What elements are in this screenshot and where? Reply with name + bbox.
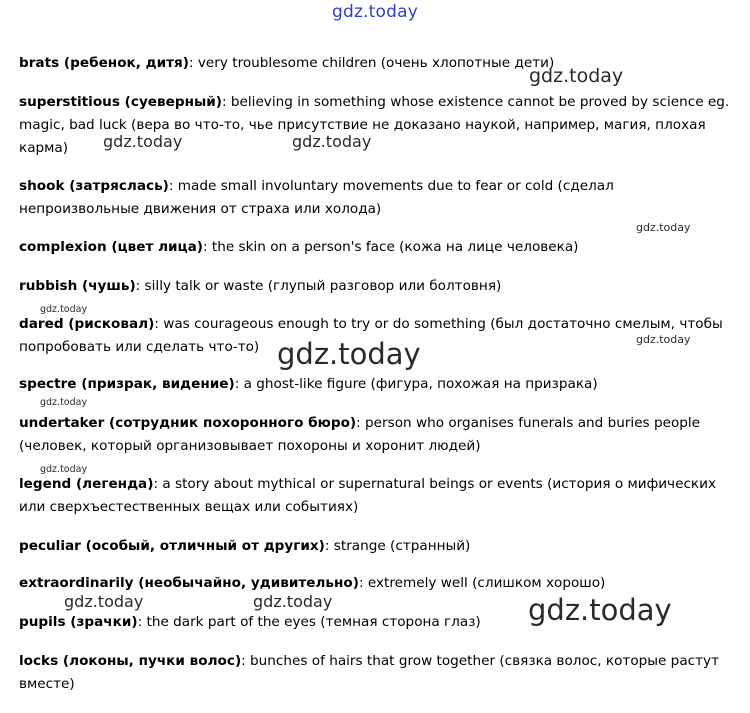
entry-term: pupils (зрачки) <box>19 614 138 630</box>
watermark: gdz.today <box>253 592 333 611</box>
entry-definition: : strange (странный) <box>324 538 471 554</box>
entry-definition: : very troublesome children (очень хлопотные дети) <box>188 55 555 71</box>
vocab-entry-rubbish <box>19 275 731 298</box>
entry-term: extraordinarily (необычайно, удивительно) <box>19 575 359 591</box>
entry-term: brats (ребенок, дитя) <box>19 55 189 71</box>
watermark: gdz.today <box>40 464 88 475</box>
vocab-entry-legend <box>19 473 731 519</box>
watermark: gdz.today <box>636 221 691 234</box>
watermark: gdz.today <box>636 333 691 346</box>
entry-term: locks (локоны, пучки волос) <box>19 653 242 669</box>
watermark: gdz.today <box>528 593 672 627</box>
entry-term: shook (затряслась) <box>19 178 169 194</box>
vocab-entry-complexion <box>19 236 731 259</box>
entry-definition: : extremely well (слишком хорошо) <box>358 575 606 591</box>
entry-definition: : silly talk or waste (глупый разговор или болтовня) <box>135 278 502 294</box>
watermark: gdz.today <box>40 397 88 408</box>
entry-term: undertaker (сотрудник похоронного бюро) <box>19 415 357 431</box>
vocab-entry-spectre <box>19 373 731 396</box>
vocab-entry-locks <box>19 650 731 696</box>
vocab-entry-undertaker <box>19 412 731 458</box>
entry-definition: : made small involuntary movements due to fear or cold (сделал непроизвольные движения от страха или холода) <box>19 178 614 217</box>
entry-definition: : bunches of hairs that grow together (связка волос, которые растут вместе) <box>19 653 720 692</box>
entry-term: legend (легенда) <box>19 476 154 492</box>
entry-definition: : the skin on a person's face (кожа на лице человека) <box>203 239 579 255</box>
watermark: gdz.today <box>103 132 183 151</box>
entry-definition: : the dark part of the eyes (темная сторона глаз) <box>137 614 481 630</box>
entry-definition: : person who organises funerals and buries people (человек, который организовывает похороны и хоронит людей) <box>19 415 701 454</box>
entry-term: complexion (цвет лица) <box>19 239 204 255</box>
entry-definition: : believing in something whose existence cannot be proved by science eg. magic, bad luck (вера во что-то, чье присутствие не доказано наукой, например, магия, плохая карма) <box>19 94 730 156</box>
site-header: gdz.today <box>331 2 419 22</box>
entry-term: dared (рисковал) <box>19 316 155 332</box>
entry-definition: : a story about mythical or supernatural beings or events (история о мифических или сверхъестественных вещах или событиях) <box>19 476 717 515</box>
entry-definition: : a ghost-like figure (фигура, похожая на призрака) <box>234 376 598 392</box>
watermark: gdz.today <box>277 337 421 371</box>
entry-definition: : was courageous enough to try or do something (был достаточно смелым, чтобы попробовать или сделать что-то) <box>19 316 723 355</box>
entry-term: spectre (призрак, видение) <box>19 376 235 392</box>
vocab-entry-shook <box>19 175 731 221</box>
watermark: gdz.today <box>64 592 144 611</box>
vocab-entry-brats <box>19 52 731 75</box>
vocab-entry-peculiar <box>19 535 731 558</box>
watermark: gdz.today <box>529 65 624 87</box>
watermark: gdz.today <box>292 132 372 151</box>
entry-term: superstitious (суеверный) <box>19 94 222 110</box>
watermark: gdz.today <box>40 304 88 315</box>
entry-term: rubbish (чушь) <box>19 278 136 294</box>
entry-term: peculiar (особый, отличный от других) <box>19 538 325 554</box>
